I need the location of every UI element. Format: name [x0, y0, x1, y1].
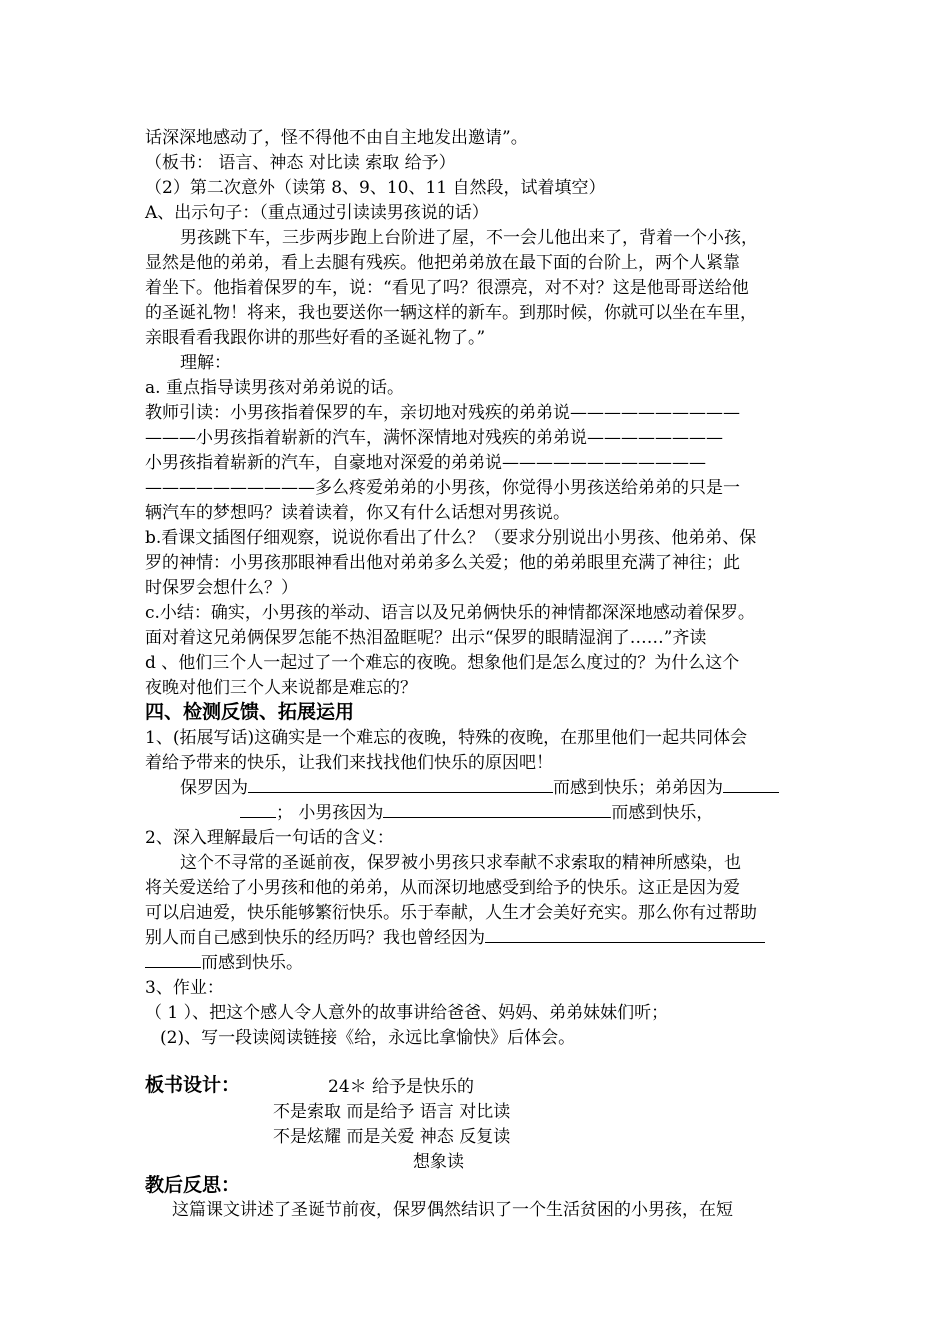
quote-line: 显然是他的弟弟，看上去腿有残疾。他把弟弟放在最下面的台阶上，两个人紧靠 — [145, 253, 740, 273]
answer-blank[interactable] — [240, 803, 276, 818]
quote-line: 的圣诞礼物！将来，我也要送你一辆这样的新车。到那时候，你就可以坐在车里， — [145, 303, 757, 323]
text-line: A、出示句子：（重点通过引读读男孩说的话） — [145, 203, 489, 223]
text-line: 这个不寻常的圣诞前夜，保罗被小男孩只求奉献不求索取的精神所感染，也 — [180, 853, 741, 873]
text-line: 面对着这兄弟俩保罗怎能不热泪盈眶呢？出示“保罗的眼睛湿润了……”齐读 — [145, 628, 707, 648]
quote-line: 着坐下。他指着保罗的车，说：“看见了吗？很漂亮，对不对？这是他哥哥送给他 — [145, 278, 749, 298]
text-line: 话深深地感动了，怪不得他不由自主地发出邀请”。 — [145, 128, 528, 148]
text-line: 罗的神情：小男孩那眼神看出他对弟弟多么关爱；他的弟弟眼里充满了神往；此 — [145, 553, 740, 573]
text-line: d 、他们三个人一起过了一个难忘的夜晚。想象他们是怎么度过的？为什么这个 — [145, 653, 740, 673]
text-line: 1、(拓展写话)这确实是一个难忘的夜晚，特殊的夜晚，在那里他们一起共同体会 — [145, 728, 748, 748]
text-line: 可以启迪爱，快乐能够繁衍快乐。乐于奉献，人生才会美好充实。那么你有过帮助 — [145, 903, 757, 923]
text-line: 着给予带来的快乐，让我们来找找他们快乐的原因吧！ — [145, 753, 553, 773]
answer-blank[interactable] — [145, 953, 201, 968]
text-line: a. 重点指导读男孩对弟弟说的话。 — [145, 378, 404, 398]
fill-in-line — [240, 803, 713, 823]
board-note-line: （板书： 语言、神态 对比读 索取 给予） — [145, 153, 456, 173]
text-line: b.看课文插图仔细观察，说说你看出了什么？（要求分别说出小男孩、他弟弟、保 — [145, 528, 757, 548]
fill-label: 保罗因为 — [180, 778, 248, 798]
homework-item: (2)、写一段读阅读链接《给，永远比拿愉快》后体会。 — [160, 1028, 576, 1048]
fill-label: 而感到快乐， — [611, 803, 714, 823]
text-line: 小男孩指着崭新的汽车，自豪地对深爱的弟弟说———————————— — [145, 453, 706, 473]
text-line: ———小男孩指着崭新的汽车，满怀深情地对残疾的弟弟说———————— — [145, 428, 723, 448]
fill-in-line — [145, 928, 765, 948]
answer-blank[interactable] — [383, 803, 611, 818]
text-line: （2）第二次意外（读第 8、9、10、11 自然段，试着填空） — [145, 178, 606, 198]
text-line: c.小结：确实，小男孩的举动、语言以及兄弟俩快乐的神情都深深地感动着保罗。 — [145, 603, 755, 623]
answer-blank[interactable] — [485, 928, 765, 943]
board-row: 不是索取 而是给予 语言 对比读 — [273, 1102, 511, 1122]
fill-label: 而感到快乐。 — [201, 953, 303, 973]
fill-in-line — [180, 778, 779, 798]
homework-item: （ 1 ）、把这个感人令人意外的故事讲给爸爸、妈妈、弟弟妹妹们听； — [145, 1003, 669, 1023]
section-heading: 四、检测反馈、拓展运用 — [145, 701, 355, 723]
text-line: 教师引读：小男孩指着保罗的车，亲切地对残疾的弟弟说—————————— — [145, 403, 740, 423]
text-line: 时保罗会想什么？） — [145, 578, 298, 598]
text-line: 辆汽车的梦想吗？读着读着，你又有什么话想对男孩说。 — [145, 503, 570, 523]
quote-line: 男孩跳下车，三步两步跑上台阶进了屋，不一会儿他出来了，背着一个小孩， — [180, 228, 758, 248]
text-line: 2、深入理解最后一句话的含义： — [145, 828, 394, 848]
text-line: ——————————多么疼爱弟弟的小男孩，你觉得小男孩送给弟弟的只是一 — [145, 478, 740, 498]
fill-label: 而感到快乐；弟弟因为 — [553, 778, 723, 798]
quote-line: 亲眼看看我跟你讲的那些好看的圣诞礼物了。” — [145, 328, 486, 348]
answer-blank[interactable] — [248, 778, 553, 793]
text-line: 夜晚对他们三个人来说都是难忘的？ — [145, 678, 417, 698]
board-design-heading: 板书设计： — [145, 1074, 241, 1096]
reflection-heading: 教后反思： — [145, 1174, 241, 1196]
board-row: 不是炫耀 而是关爱 神态 反复读 — [273, 1127, 511, 1147]
fill-label: 别人而自己感到快乐的经历吗？我也曾经因为 — [145, 928, 485, 948]
text-line: 将关爱送给了小男孩和他的弟弟，从而深切地感受到给予的快乐。这正是因为爱 — [145, 878, 740, 898]
text-line: 理解： — [180, 353, 231, 373]
text-line: 3、作业： — [145, 978, 224, 998]
answer-blank[interactable] — [723, 778, 779, 793]
board-row: 想象读 — [413, 1152, 464, 1172]
board-title: 24＊ 给予是快乐的 — [328, 1077, 475, 1097]
fill-label: ； 小男孩因为 — [276, 803, 384, 823]
fill-in-line — [145, 953, 303, 973]
text-line: 这篇课文讲述了圣诞节前夜，保罗偶然结识了一个生活贫困的小男孩，在短 — [172, 1200, 733, 1220]
